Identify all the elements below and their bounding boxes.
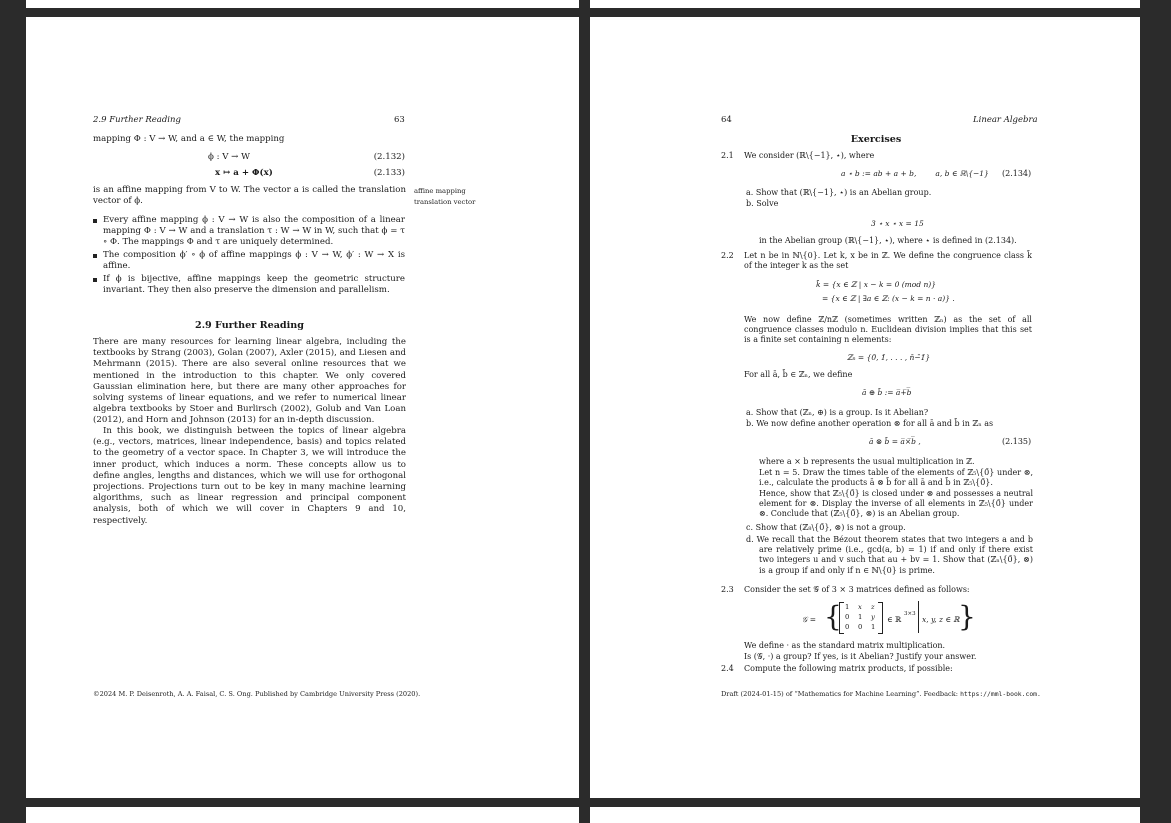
equation-number-2-135: (2.135) — [1002, 437, 1032, 446]
page-64[interactable] — [590, 17, 1140, 798]
running-header-section: 2.9 Further Reading — [93, 115, 181, 125]
congruence-equation-2: = {x ∈ ℤ | ∃a ∈ ℤ: (x − k = n · a)} . — [822, 294, 955, 303]
zn-definition: ℤₙ = {0̄, 1̄, . . . , n̄−̄1̄} — [847, 353, 931, 362]
exercise-2-2-forall: For all ā, b̄ ∈ ℤₙ, we define — [744, 370, 853, 379]
exercise-2-2-para: We now define ℤ/nℤ (sometimes written ℤₙ) as the set of all congruence classes modulo n. Euclidean division implies that this set is a finite set containing n elements: — [744, 315, 1032, 345]
set-membership: ∈ ℝ — [887, 615, 902, 624]
exercise-number-2-1: 2.1 — [721, 151, 734, 160]
equation-2-132: ϕ : V → W — [208, 152, 250, 162]
exercise-2-1-intro: We consider (ℝ\{−1}, ⋆), where — [744, 151, 875, 160]
affine-definition: is an affine mapping from V to W. The vector a is called the translation vector of ϕ. — [93, 185, 406, 207]
previous-page-edge-right — [590, 0, 1140, 8]
paragraph-book-topics: In this book, we distinguish between the topics of linear algebra (e.g., vectors, matrices, linear independence, basis) and topics related to the geometry of a vector space. In Chapter 3, we will introduce the inner product, which induces a norm. These concepts allow us to define angles, lengths and distances, which we will use for orthogonal projections. Projections turn out to be key in many machine learning algorithms, such as linear regression and principal component analysis, both of which we will cover in Chapters 9 and 10, respectively. — [93, 426, 406, 526]
exercise-2-2-b-line3: Hence, show that ℤ₅\{0̄} is closed under ⊗ and possesses a neutral element for ⊗. Display the inverse of all elements in ℤ₅\{0̄} under ⊗. Conclude that (ℤ₅\{0̄}, ⊗) is an Abelian group. — [759, 489, 1033, 519]
exercise-2-1-a: a. Show that (ℝ\{−1}, ⋆) is an Abelian group. — [746, 188, 932, 197]
feedback-link[interactable]: https://mml-book.com. — [960, 690, 1041, 698]
left-bracket — [839, 602, 844, 634]
equation-number-2-133: (2.133) — [373, 168, 405, 178]
page-number: 64 — [721, 115, 732, 125]
matrix-entry-2-1: 0 — [858, 623, 863, 631]
intro-text: mapping Φ : V → W, and a ∈ W, the mapping — [93, 134, 285, 144]
next-page-edge-left — [26, 807, 579, 823]
running-header-chapter: Linear Algebra — [973, 115, 1038, 125]
bullet-affine-composition: Every affine mapping ϕ : V → W is also the composition of a linear mapping Φ : V → W and a translation τ : W → W in W, such that ϕ = τ ∘ Φ. The mappings Φ and τ are uniquely determined. — [103, 215, 405, 248]
exercise-2-1-b: b. Solve — [746, 199, 779, 208]
exercises-title: Exercises — [850, 134, 902, 145]
section-title: 2.9 Further Reading — [195, 320, 304, 331]
matrix-entry-2-0: 0 — [845, 623, 850, 631]
equation-2-133: x ↦ a + Φ(x) — [215, 168, 273, 178]
footer-draft — [721, 690, 1041, 698]
next-page-edge-right — [590, 807, 1140, 823]
equation-2-134: a ⋆ b := ab + a + b, a, b ∈ ℝ\{−1} — [841, 169, 989, 178]
otimes-definition: ā ⊗ b̄ = a̅×̅b̅ , — [869, 437, 921, 446]
exercise-2-3-intro: Consider the set 𝒢 of 3 × 3 matrices defined as follows: — [744, 585, 970, 594]
solve-equation: 3 ⋆ x ⋆ x = 15 — [871, 219, 924, 228]
matrix-entry-1-0: 0 — [845, 613, 850, 621]
congruence-equation-1: k̄ = {x ∈ ℤ | x − k = 0 (mod n)} — [816, 280, 936, 289]
exercise-2-2-intro: Let n be in ℕ\{0}. Let k, x be in ℤ. We define the congruence class k̄ of the integer k as the set — [744, 251, 1032, 271]
margin-note-affine-mapping: affine mapping — [414, 187, 466, 195]
equation-number-2-134: (2.134) — [1002, 169, 1032, 178]
exercise-2-2-d: d. We recall that the Bézout theorem states that two integers a and b are relatively prime (i.e., gcd(a, b) = 1) if and only if there exist two integers u and v such that au + bv = 1. Show that (ℤₙ\{0̄}, ⊗) is a group if and only if n ∈ ℕ\{0} is prime. — [746, 535, 1033, 575]
exercise-2-3-line2: Is (𝒢, ·) a group? If yes, is it Abelian? Justify your answer. — [744, 652, 977, 661]
exercise-number-2-2: 2.2 — [721, 251, 734, 260]
exercise-2-3-line1: We define · as the standard matrix multiplication. — [744, 641, 946, 650]
exercise-2-2-b: b. We now define another operation ⊗ for all ā and b̄ in ℤₙ as — [746, 419, 994, 428]
matrix-entry-2-2: 1 — [871, 623, 876, 631]
set-lhs: 𝒢 = — [802, 615, 817, 624]
equation-number-2-132: (2.132) — [373, 152, 405, 162]
set-condition: x, y, z ∈ ℝ — [922, 615, 960, 624]
paragraph-resources: There are many resources for learning linear algebra, including the textbooks by Strang (2003), Golan (2007), Axler (2015), and Liesen and Mehrmann (2015). There are also several online resources that we mentioned in the introduction to this chapter. We only covered Gaussian elimination here, but there are many other approaches for solving systems of linear equations, and we refer to numerical linear algebra textbooks by Stoer and Burlirsch (2002), Golub and Van Loan (2012), and Horn and Johnson (2013) for an in-depth discussion. — [93, 337, 406, 426]
bullet-bijective: If ϕ is bijective, affine mappings keep the geometric structure invariant. They then also preserve the dimension and parallelism. — [103, 274, 405, 296]
matrix-entry-0-2: z — [871, 603, 875, 611]
left-brace: { — [824, 600, 842, 633]
exercise-number-2-3: 2.3 — [721, 585, 734, 594]
exercise-2-2-c: c. Show that (ℤ₈\{0̄}, ⊗) is not a group. — [746, 523, 906, 532]
matrix-entry-1-1: 1 — [858, 613, 863, 621]
matrix-entry-1-2: y — [871, 613, 875, 621]
exercise-2-2-b-line1: where a × b represents the usual multiplication in ℤ. — [759, 457, 975, 466]
exercise-number-2-4: 2.4 — [721, 664, 734, 673]
oplus-definition: ā ⊕ b̄ := a̅+̅b̅ — [862, 388, 912, 397]
exercise-2-1-after: in the Abelian group (ℝ\{−1}, ⋆), where ⋆ is defined in (2.134). — [759, 236, 1017, 245]
right-bracket — [878, 602, 883, 634]
set-separator — [918, 601, 919, 633]
exercise-2-2-a: a. Show that (ℤₙ, ⊕) is a group. Is it Abelian? — [746, 408, 929, 417]
footer-draft-text: Draft (2024-01-15) of “Mathematics for Machine Learning”. Feedback: — [721, 690, 961, 698]
footer-copyright: ©2024 M. P. Deisenroth, A. A. Faisal, C. S. Ong. Published by Cambridge University Press (2020). — [93, 690, 421, 698]
bullet-composition-affine: The composition ϕ′ ∘ ϕ of affine mappings ϕ : V → W, ϕ′ : W → X is affine. — [103, 250, 405, 272]
exercise-2-2-b-line2: Let n = 5. Draw the times table of the elements of ℤ₅\{0̄} under ⊗, i.e., calculate the products ā ⊗ b̄ for all ā and b̄ in ℤ₅\{0̄}. — [759, 468, 1033, 488]
set-dimension: 3×3 — [904, 611, 916, 617]
margin-note-translation-vector: translation vector — [414, 198, 476, 206]
page-63[interactable] — [26, 17, 579, 798]
matrix-entry-0-0: 1 — [845, 603, 850, 611]
matrix-entry-0-1: x — [858, 603, 862, 611]
right-brace: } — [958, 600, 976, 633]
previous-page-edge-left — [26, 0, 579, 8]
page-number: 63 — [394, 115, 405, 125]
exercise-2-4-intro: Compute the following matrix products, if possible: — [744, 664, 953, 673]
